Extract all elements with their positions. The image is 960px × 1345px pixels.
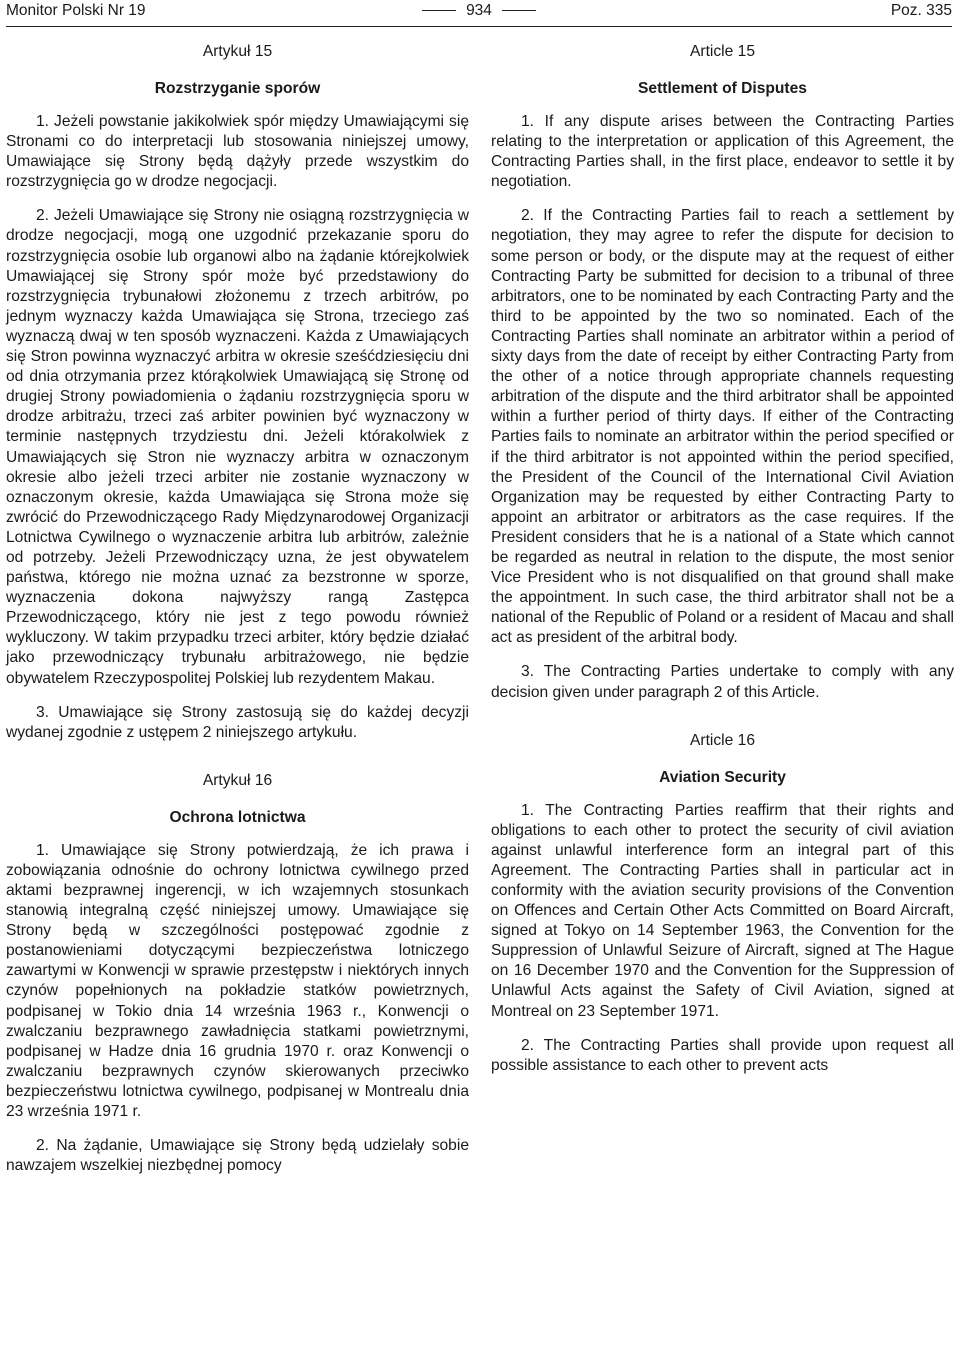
- article-15-heading-en: Settlement of Disputes: [638, 80, 807, 97]
- article-16-paragraph-2-pl: 2. Na żądanie, Umawiające się Strony będą udzielały sobie nawzajem wszelkiej niezbędnej pomocy: [6, 1137, 469, 1175]
- article-16-title-en: Article 16: [689, 731, 755, 749]
- article-16-heading-en: Aviation Security: [659, 768, 786, 786]
- article-16-paragraph-1-pl: 1. Umawiające się Strony potwierdzają, że ich prawa i zobowiązania odnośnie do ochrony lotnictwa cywilnego przed aktami bezprawnej ingerencji, w ich wzajemnych stosunkach stanowią integralną część niniejszej umowy. Umawiające się Strony będą w szczególności postępować zgodnie z postanowieniami dotyczącymi bezpieczeństwa lotniczego zawartymi w Konwencji w sprawie przestępstw i niektórych innych czynów popełnionych na pokładzie statków powietrznych, podpisanej w Tokio dnia 14 września 1963 r., Konwencji o zwalczaniu bezprawnego zawładnięcia statkami powietrznymi, podpisanej w Hadze dnia 16 grudnia 1970 r. oraz Konwencji o zwalczaniu bezprawnych czynów skierowanych przeciwko bezpieczeństwu lotnictwa cywilnego, podpisanej w Montrealu dnia 23 września 1971 r.: [6, 841, 469, 1121]
- publication-title: Monitor Polski Nr 19: [6, 2, 146, 19]
- article-16-paragraph-1-en: 1. The Contracting Parties reaffirm that their rights and obligations to each other to protect the security of civil aviation against unlawful interference form an integral part of this Agreement. The Contracting Parties shall in particular act in conformity with the aviation security provisions of the Convention on Offences and Certain Other Acts Committed on Board Aircraft, signed at Tokyo on 14 September 1963, the Convention for the Suppression of Unlawful Seizure of Aircraft, signed at The Hague on 16 December 1970 and the Convention for the Suppression of Unlawful Acts against the Safety of Civil Aviation, signed at Montreal on 23 September 1971.: [491, 801, 954, 1020]
- article-15-paragraph-3-pl: 3. Umawiające się Strony zastosują się do każdej decyzji wydanej zgodnie z ustępem 2 niniejszego artykułu.: [6, 703, 469, 741]
- english-column: [491, 40, 954, 1076]
- article-16-heading-pl: Ochrona lotnictwa: [169, 808, 306, 826]
- article-15-title-en: Article 15: [689, 43, 755, 60]
- dash-right: [502, 10, 536, 11]
- page-header: [6, 0, 952, 27]
- page-number: 934: [466, 2, 492, 19]
- article-16-paragraph-2-en: 2. The Contracting Parties shall provide upon request all possible assistance to each other to prevent acts: [491, 1036, 954, 1074]
- dash-left: [422, 10, 456, 11]
- article-15-paragraph-1-pl: 1. Jeżeli powstanie jakikolwiek spór między Umawiającymi się Stronami co do interpretacji lub stosowania niniejszej umowy, Umawiające się Strony będą dążyły przede wszystkim do rozstrzygnięcia go w drodze negocjacji.: [6, 113, 469, 191]
- article-15-heading-pl: Rozstrzyganie sporów: [154, 80, 321, 97]
- article-15-paragraph-2-pl: 2. Jeżeli Umawiające się Strony nie osiągną rozstrzygnięcia w drodze negocjacji, mogą one uzgodnić przekazanie sporu do rozstrzygnięcia osobie lub organowi albo na żądanie którejkolwiek Umawiającej się Strony spór może być przedstawiony do rozstrzygnięcia trybunałowi złożonemu z trzech arbitrów, po jednym wyznaczy każda Umawiająca się Strona, trzeciego zaś wyznaczą dwaj w ten sposób wyznaczeni. Każda z Umawiających się Stron powinna wyznaczyć arbitra w okresie sześćdziesięciu dni od dnia otrzymania przez którąkolwiek Umawiającą się Stronę od drugiej Strony powiadomienia o żądaniu rozstrzygnięcia sporu w drodze arbitrażu, trzeci zaś arbiter powinien być wyznaczony w terminie następnych trzydziestu dni. Jeżeli którakolwiek z Umawiających się Stron nie wyznaczy arbitra w oznaczonym okresie albo jeżeli trzeci arbiter nie zostanie wyznaczony w oznaczonym okresie, każda Umawiająca się Strona może się zwrócić do Przewodniczącego Rady Międzynarodowej Organizacji Lotnictwa Cywilnego o wyznaczenie arbitra lub arbitrów, zależnie od potrzeby. Jeżeli Przewodniczący uzna, że jest obywatelem państwa, którego nie można uznać za bezstronne w sporze, wyznaczenia dokona najwyższy rangą Zastępca Przewodniczącego, który nie jest z tego powodu również wykluczony. W takim przypadku trzeci arbiter, który będzie działać jako przewodniczący trybunału arbitrażowego, nie będzie obywatelem Rzeczypospolitej Polskiej lub rezydentem Makau.: [6, 207, 469, 687]
- article-15-paragraph-3-en: 3. The Contracting Parties undertake to comply with any decision given under paragraph 2 of this Article.: [491, 663, 954, 701]
- page-number-block: [6, 2, 952, 20]
- position-number: Poz. 335: [890, 2, 952, 19]
- article-16-title-pl: Artykuł 16: [202, 771, 273, 789]
- article-15-paragraph-2-en: 2. If the Contracting Parties fail to reach a settlement by negotiation, they may agree to refer the dispute for decision to some person or body, or the dispute may at the request of either Contracting Party be submitted for decision to a tribunal of three arbitrators, one to be nominated by each Contracting Party and the third to be appointed by the two so nominated. Each of the Contracting Parties shall nominate an arbitrator within a period of sixty days from the date of receipt by either Contracting Party from the other of a notice through appropriate channels requesting arbitration of the dispute and the third arbitrator shall be appointed within a further period of thirty days. If either of the Contracting Parties fails to nominate an arbitrator within the period specified or if the third arbitrator is not appointed within the period specified, the President of the Council of the International Civil Aviation Organization may be requested by either Contracting Party to appoint an arbitrator or arbitrators as the case requires. If the President considers that he is a national of a State which cannot be regarded as neutral in relation to the dispute, the most senior Vice President who is not disqualified on that ground shall make the appointment. In such case, the third arbitrator shall not be a national of the Republic of Poland or a resident of Macau and shall act as president of the arbitral body.: [491, 207, 954, 647]
- article-15-paragraph-1-en: 1. If any dispute arises between the Contracting Parties relating to the interpretation or application of this Agreement, the Contracting Parties shall, in the first place, endeavor to settle it by negotiation.: [491, 113, 954, 191]
- polish-column: [6, 40, 469, 1176]
- article-15-title-pl: Artykuł 15: [202, 43, 273, 60]
